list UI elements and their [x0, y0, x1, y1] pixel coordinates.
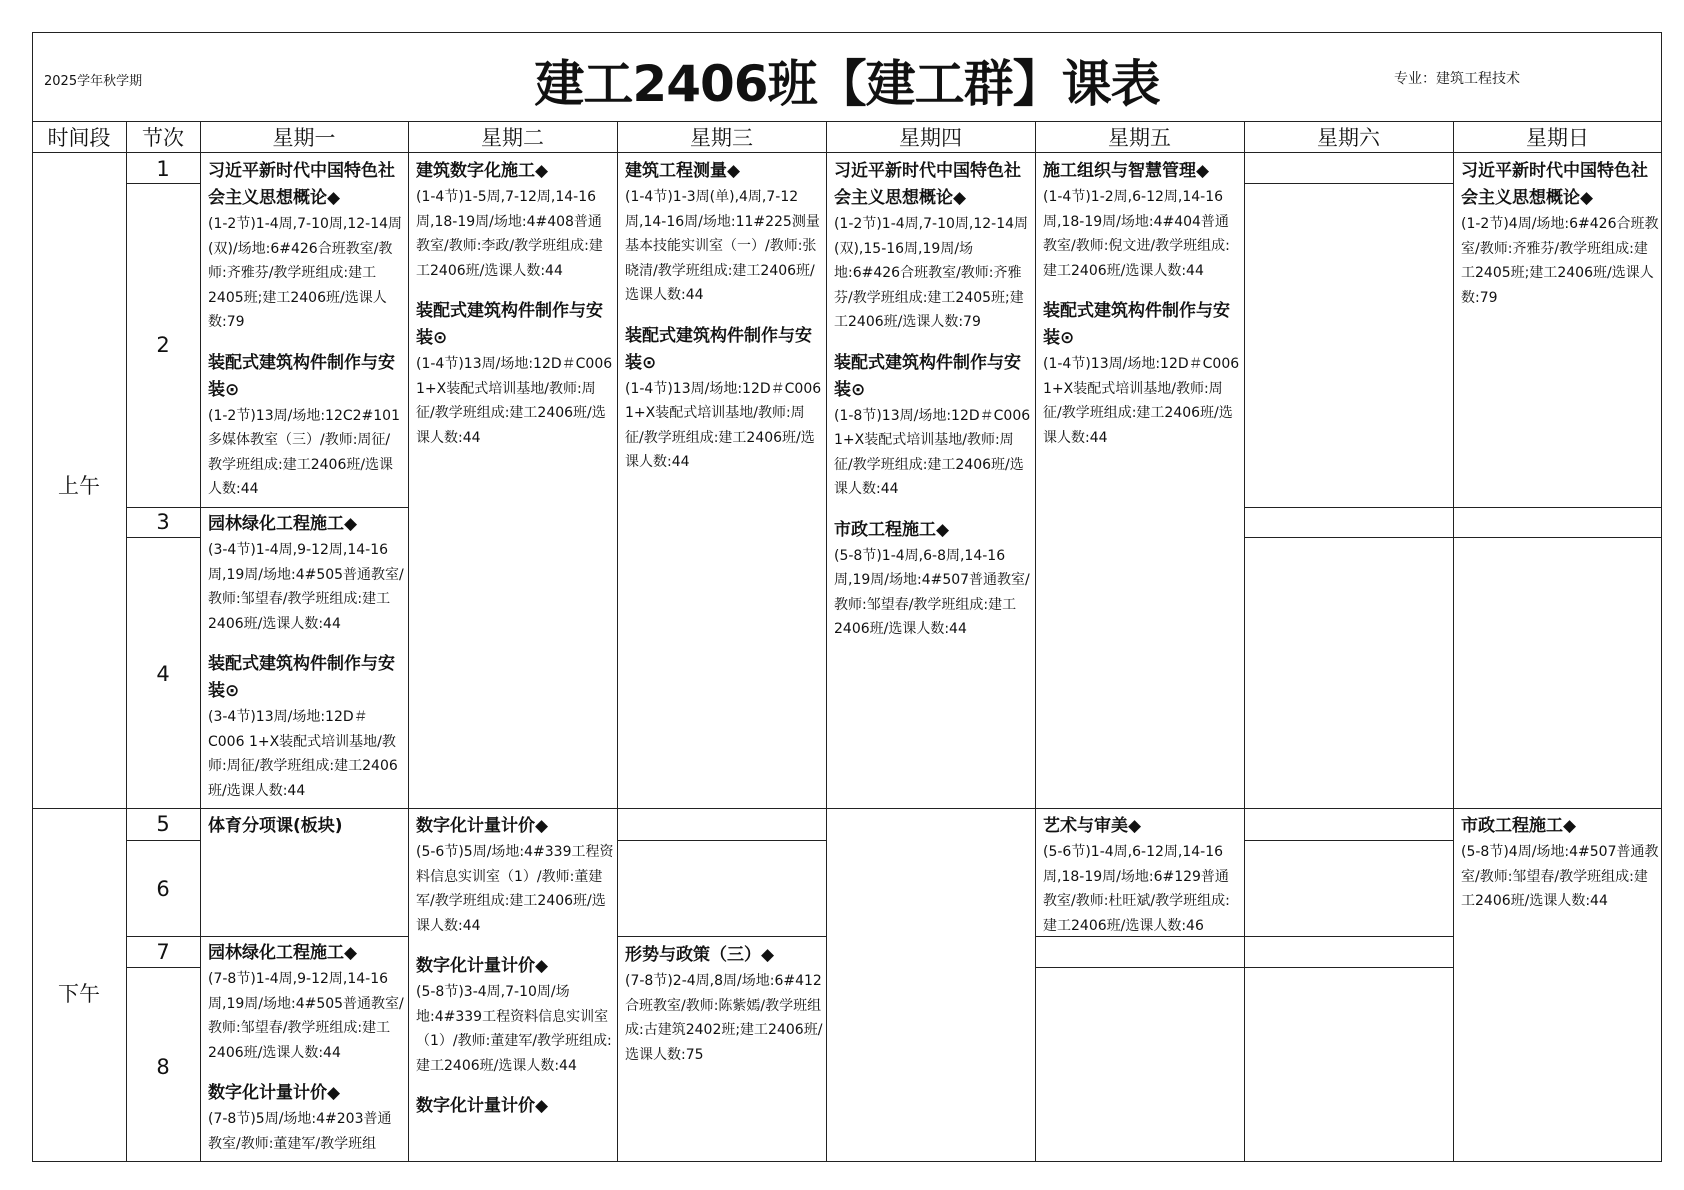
course-title: 数字化计量计价◆	[416, 816, 549, 836]
course-detail: (3-4节)1-4周,9-12周,14-16周,19周/场地:4#505普通教室/教师:邹望春/教学班组成:建工2406班/选课人数:44	[208, 542, 404, 632]
course-block	[834, 158, 1032, 335]
cell-line	[617, 936, 826, 937]
cell-line	[1244, 183, 1453, 184]
course-title: 习近平新时代中国特色社会主义思想概论◆	[208, 161, 395, 208]
course-block	[834, 350, 1032, 502]
col-divider	[1244, 121, 1245, 1162]
col-divider	[126, 121, 127, 1162]
slot-line	[126, 537, 200, 538]
cell-line	[1035, 967, 1244, 968]
course-detail: (1-2节)4周/场地:6#426合班教室/教师:齐雅芬/教学班组成:建工2405班;建工2406班/选课人数:79	[1461, 216, 1659, 306]
course-title: 装配式建筑构件制作与安装⊙	[208, 352, 395, 400]
period-am: 上午	[58, 474, 100, 498]
col-divider	[1453, 121, 1454, 1162]
cell-tue-am	[416, 158, 614, 806]
course-block	[416, 953, 614, 1078]
cell-mon-am	[208, 158, 404, 506]
course-block	[1461, 813, 1659, 914]
course-block	[1461, 158, 1659, 310]
slot-line	[126, 936, 200, 937]
slot-number: 1	[156, 157, 170, 181]
course-detail: (5-6节)1-4周,6-12周,14-16周,18-19周/场地:6#129普通教室/教师:杜旺斌/教学班组成:建工2406班/选课人数:46	[1043, 844, 1230, 933]
course-title: 施工组织与智慧管理◆	[1043, 161, 1210, 181]
page-title: 建工2406班【建工群】课表	[534, 55, 1160, 113]
course-detail: (1-8节)13周/场地:12D＃C006 1+X装配式培训基地/教师:周征/教学班组成:建工2406班/选课人数:44	[834, 407, 1031, 497]
course-title: 园林绿化工程施工◆	[208, 514, 358, 534]
course-detail: (1-4节)13周/场地:12D＃C006 1+X装配式培训基地/教师:周征/教学班组成:建工2406班/选课人数:44	[625, 380, 822, 470]
slot-number: 4	[156, 662, 170, 686]
course-title: 艺术与审美◆	[1043, 816, 1142, 836]
colhead-day-sun: 星期日	[1526, 126, 1589, 150]
colhead-day-mon: 星期一	[272, 126, 336, 150]
title-row	[32, 32, 1662, 121]
colhead-bottom-line	[32, 152, 1662, 153]
major-label: 专业：建筑工程技术	[1394, 71, 1520, 87]
course-detail: (7-8节)2-4周,8周/场地:6#412合班教室/教师:陈紫嫣/教学班组成:古建筑2402班;建工2406班/选课人数:75	[625, 973, 823, 1063]
colhead-period: 时间段	[47, 126, 111, 150]
cell-mon-am2	[208, 511, 404, 807]
cell-tue-pm	[416, 813, 614, 1162]
slot-number: 2	[156, 333, 170, 357]
slot-line	[126, 183, 200, 184]
course-title: 体育分项课(板块)	[208, 816, 343, 836]
course-detail: (5-8节)4周/场地:4#507普通教室/教师:邹望春/教学班组成:建工2406班/选课人数:44	[1461, 844, 1659, 909]
course-block	[834, 517, 1032, 642]
cell-fri-pm	[1043, 813, 1241, 933]
cell-fri-am	[1043, 158, 1241, 806]
course-title: 数字化计量计价◆	[416, 1096, 549, 1116]
course-block	[625, 158, 823, 308]
cell-line	[1244, 967, 1453, 968]
course-title: 习近平新时代中国特色社会主义思想概论◆	[1461, 161, 1648, 208]
col-divider	[1035, 121, 1036, 1162]
course-detail: (1-4节)13周/场地:12D＃C006 1+X装配式培训基地/教师:周征/教学班组成:建工2406班/选课人数:44	[416, 356, 613, 446]
course-title: 建筑工程测量◆	[625, 161, 741, 181]
course-block	[208, 350, 404, 502]
slot-line	[126, 840, 200, 841]
colhead-day-tue: 星期二	[481, 126, 544, 150]
colhead-day-sat: 星期六	[1317, 126, 1380, 150]
course-block	[1043, 813, 1241, 933]
course-title: 习近平新时代中国特色社会主义思想概论◆	[834, 161, 1021, 208]
course-block	[208, 1080, 404, 1156]
course-detail: (3-4节)13周/场地:12D＃C006 1+X装配式培训基地/教师:周征/教学班组成:建工2406班/选课人数:44	[208, 709, 398, 799]
col-divider	[408, 121, 409, 1162]
course-block	[208, 511, 404, 636]
course-title: 形势与政策（三）◆	[625, 945, 775, 965]
cell-wed-pm2	[625, 942, 823, 1162]
cell-line	[1244, 840, 1453, 841]
course-title: 园林绿化工程施工◆	[208, 943, 358, 963]
course-title: 装配式建筑构件制作与安装⊙	[208, 654, 395, 701]
course-detail: (1-4节)1-3周(单),4周,7-12周,14-16周/场地:11#225测量基本技能实训室（一）/教师:张晓清/教学班组成:建工2406班/选课人数:44	[625, 189, 820, 303]
course-detail: (1-4节)1-2周,6-12周,14-16周,18-19周/场地:4#404普通教室/教师:倪文进/教学班组成:建工2406班/选课人数:44	[1043, 189, 1230, 279]
course-title: 装配式建筑构件制作与安装⊙	[625, 325, 812, 373]
course-detail: (1-2节)1-4周,7-10周,12-14周(双)/场地:6#426合班教室/教师:齐雅芬/教学班组成:建工2405班;建工2406班/选课人数:79	[208, 216, 403, 330]
slot-line	[126, 507, 200, 508]
slot-number: 6	[156, 877, 170, 901]
course-detail: (5-6节)5周/场地:4#339工程资料信息实训室（1）/教师:董建军/教学班组成:建工2406班/选课人数:44	[416, 844, 614, 934]
cell-sun-am	[1461, 158, 1659, 806]
colhead-day-thu: 星期四	[899, 126, 962, 150]
course-title: 装配式建筑构件制作与安装⊙	[416, 301, 603, 348]
course-detail: (1-2节)13周/场地:12C2#101多媒体教室（三）/教师:周征/教学班组成:建工2406班/选课人数:44	[208, 407, 400, 497]
course-title: 数字化计量计价◆	[208, 1083, 341, 1103]
slot-number: 8	[156, 1055, 170, 1079]
course-title: 建筑数字化施工◆	[416, 161, 549, 181]
course-block	[1043, 158, 1241, 283]
course-detail: (5-8节)3-4周,7-10周/场地:4#339工程资料信息实训室（1）/教师:董建军/教学班组成:建工2406班/选课人数:44	[416, 984, 612, 1074]
course-block	[416, 813, 614, 938]
cell-line	[617, 840, 826, 841]
cell-line	[1244, 936, 1453, 937]
course-detail: (1-2节)1-4周,7-10周,12-14周(双),15-16周,19周/场地:6#426合班教室/教师:齐雅芬/教学班组成:建工2405班;建工2406班/选课人数:79	[834, 216, 1029, 330]
course-block	[208, 940, 404, 1065]
course-title: 数字化计量计价◆	[416, 956, 549, 976]
cell-wed-am	[625, 158, 823, 806]
slot-number: 3	[156, 510, 170, 534]
slot-number: 7	[156, 940, 170, 964]
course-block	[416, 1093, 614, 1120]
period-pm: 下午	[58, 982, 100, 1006]
course-block	[208, 158, 404, 335]
course-detail: (7-8节)5周/场地:4#203普通教室/教师:董建军/教学班组	[208, 1111, 392, 1152]
course-title: 装配式建筑构件制作与安装⊙	[834, 352, 1021, 400]
col-divider	[826, 121, 827, 1162]
course-detail: (1-4节)13周/场地:12D＃C006 1+X装配式培训基地/教师:周征/教学班组成:建工2406班/选课人数:44	[1043, 356, 1240, 446]
semester-label: 2025学年秋学期	[44, 74, 143, 89]
slot-line	[126, 967, 200, 968]
course-block	[1043, 298, 1241, 450]
slot-number: 5	[156, 812, 170, 836]
course-block	[208, 651, 404, 803]
course-detail: (1-4节)1-5周,7-12周,14-16周,18-19周/场地:4#408普通教室/教师:李政/教学班组成:建工2406班/选课人数:44	[416, 189, 603, 279]
col-divider	[200, 121, 201, 1162]
course-title: 装配式建筑构件制作与安装⊙	[1043, 301, 1230, 348]
col-divider	[617, 121, 618, 1162]
colhead-slot: 节次	[142, 126, 184, 150]
cell-sun-pm	[1461, 813, 1659, 1162]
course-block	[416, 158, 614, 283]
course-detail: (5-8节)1-4周,6-8周,14-16周,19周/场地:4#507普通教室/教师:邹望春/教学班组成:建工2406班/选课人数:44	[834, 547, 1030, 637]
course-block	[625, 323, 823, 475]
cell-mon-pm	[208, 813, 404, 933]
cell-line	[1035, 936, 1244, 937]
course-title: 市政工程施工◆	[1461, 816, 1577, 836]
colhead-day-fri: 星期五	[1108, 126, 1171, 150]
cell-line	[200, 936, 408, 937]
course-block	[208, 813, 404, 840]
course-detail: (7-8节)1-4周,9-12周,14-16周,19周/场地:4#505普通教室/教师:邹望春/教学班组成:建工2406班/选课人数:44	[208, 971, 404, 1061]
cell-mon-pm2	[208, 940, 404, 1162]
course-block	[625, 942, 823, 1067]
colhead-day-wed: 星期三	[690, 126, 753, 150]
course-title: 市政工程施工◆	[834, 519, 950, 540]
cell-line	[200, 507, 408, 508]
cell-thu	[834, 158, 1032, 1158]
course-block	[416, 298, 614, 450]
